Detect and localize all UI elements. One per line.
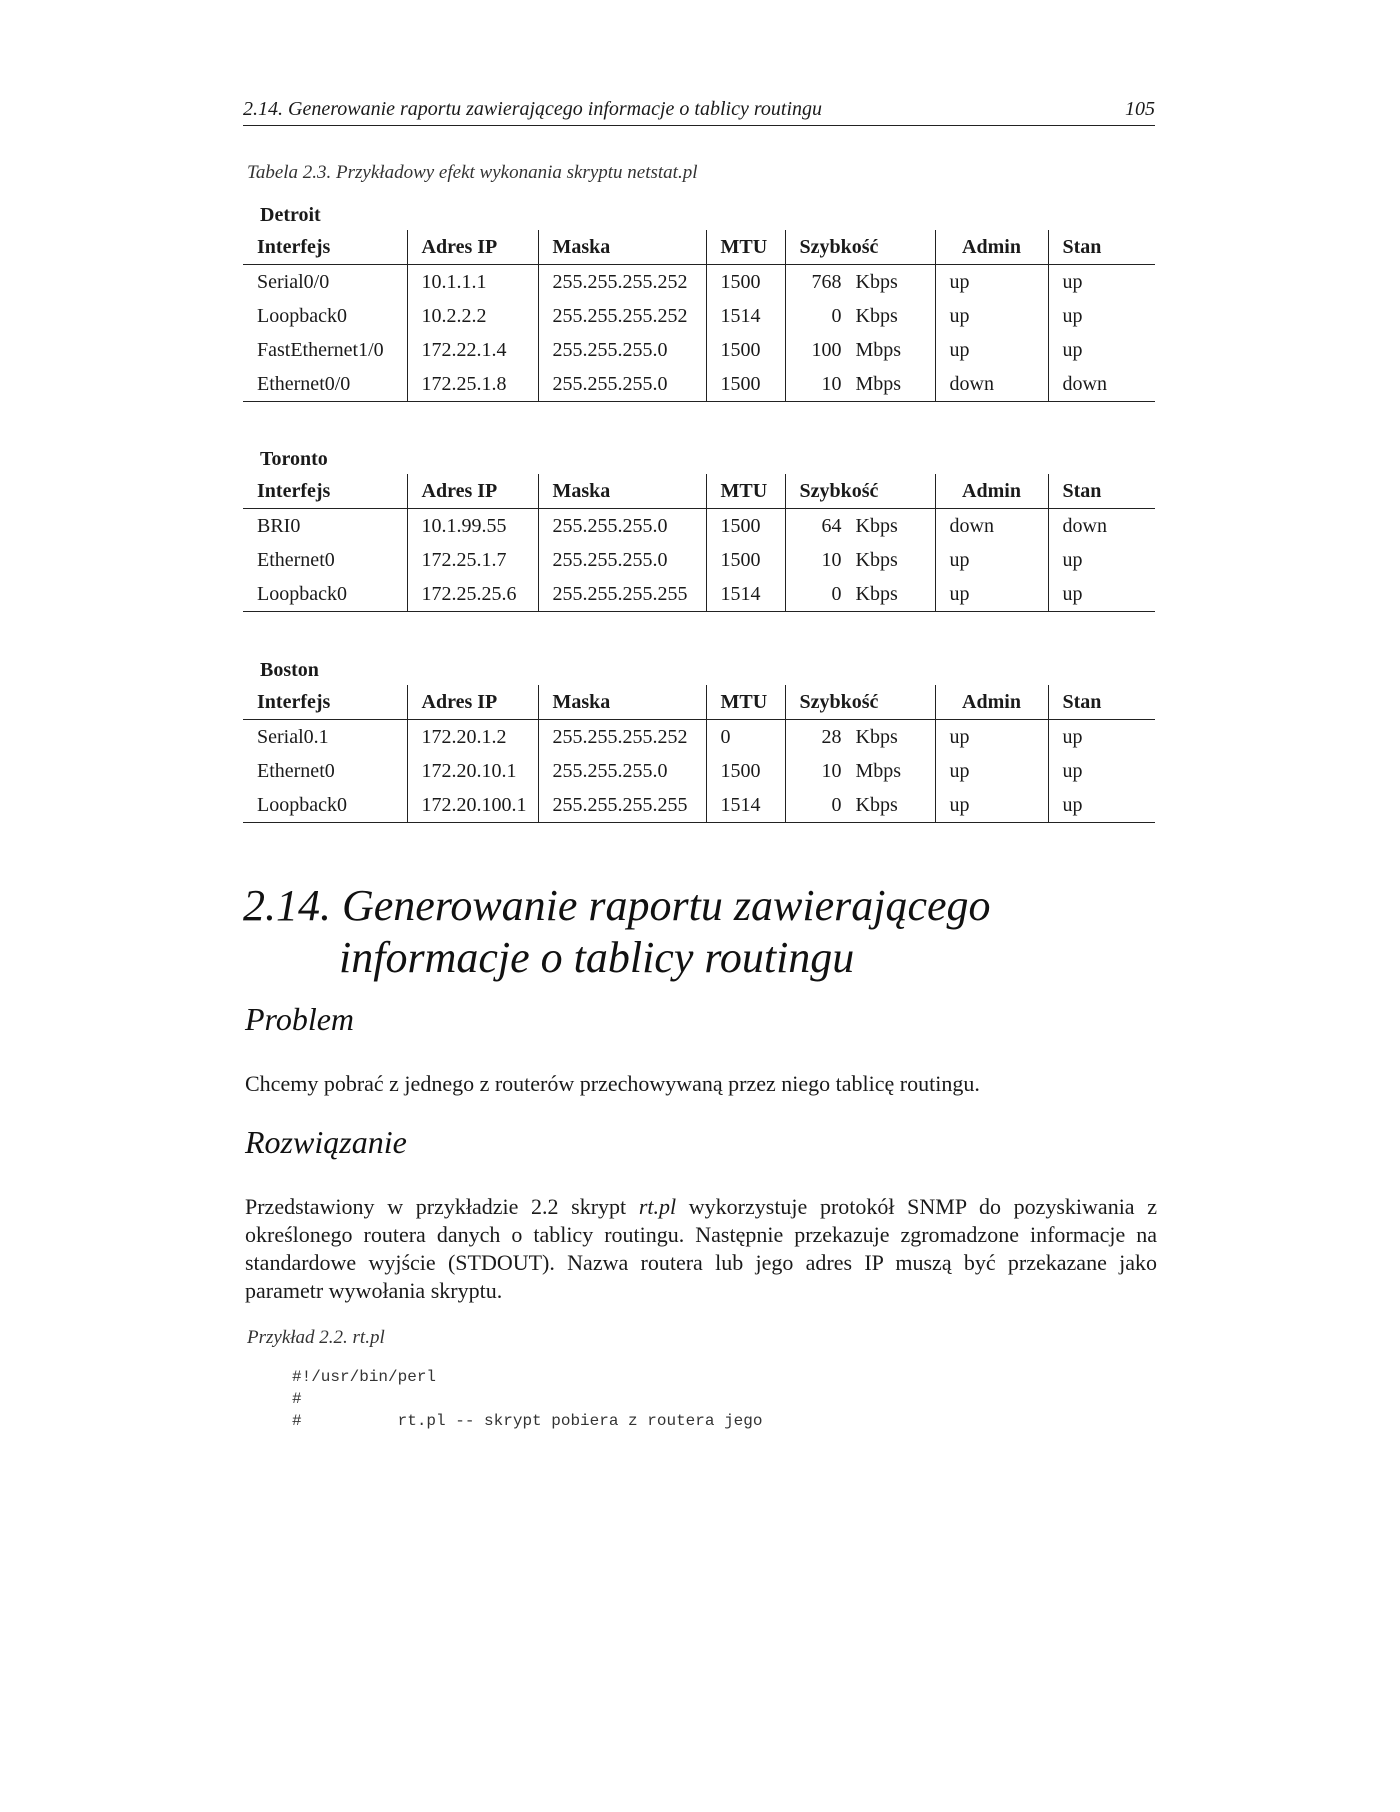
column-header: Admin [935,474,1048,509]
cell-mtu: 1500 [706,265,785,300]
code-line: #!/usr/bin/perl [292,1368,437,1386]
interfaces-table [243,230,1155,402]
column-header: Interfejs [243,685,407,720]
router-name: Boston [260,659,319,681]
column-header: Maska [538,685,706,720]
speed-unit: Mbps [855,759,902,782]
speed-unit: Kbps [855,793,898,816]
column-header: Stan [1048,685,1155,720]
cell-state: down [1048,367,1155,402]
cell-speed [785,720,935,755]
cell-mtu: 0 [706,720,785,755]
cell-admin: up [935,299,1048,333]
cell-ip: 172.25.25.6 [407,577,538,612]
solution-text-b: wykorzystuje protokół SNMP do pozyskiwania z określonego routera danych o tablicy routingu. Następnie przekazuje zgromadzone informacje na standardowe wyjście (STDOUT). Nazwa routera lub jego adres IP muszą być przekazane jako parametr wywołania skryptu. [245,1194,1157,1303]
cell-admin: up [935,577,1048,612]
column-header: MTU [706,474,785,509]
cell-ip: 172.25.1.7 [407,543,538,577]
interfaces-table [243,685,1155,823]
section-title-line1: 2.14. Generowanie raportu zawierającego [243,881,991,930]
speed-unit: Mbps [855,372,902,395]
code-line: # [292,1390,302,1408]
cell-mtu: 1514 [706,299,785,333]
table-row [243,333,1155,367]
cell-admin: up [935,265,1048,300]
cell-ip: 172.20.100.1 [407,788,538,823]
cell-admin: up [935,333,1048,367]
table-row [243,754,1155,788]
code-listing [292,1366,762,1432]
section-title-line2: informacje o tablicy routingu [339,933,855,982]
cell-ip: 172.20.10.1 [407,754,538,788]
table-row [243,788,1155,823]
cell-mask: 255.255.255.255 [538,788,706,823]
cell-mtu: 1500 [706,509,785,544]
speed-value: 10 [821,759,842,782]
speed-unit: Kbps [855,725,898,748]
cell-speed [785,265,935,300]
table-row [243,299,1155,333]
cell-interface: Serial0/0 [257,270,330,293]
table-row [243,509,1155,544]
cell-ip: 10.1.1.1 [407,265,538,300]
cell-admin: up [935,543,1048,577]
cell-mask: 255.255.255.252 [538,265,706,300]
table-caption: Tabela 2.3. Przykładowy efekt wykonania skryptu netstat.pl [247,162,698,183]
cell-admin: up [935,754,1048,788]
table-row [243,577,1155,612]
speed-value: 28 [821,725,842,748]
cell-speed [785,333,935,367]
page-number: 105 [1125,98,1155,120]
cell-ip: 10.2.2.2 [407,299,538,333]
column-header: Szybkość [785,474,935,509]
cell-ip: 10.1.99.55 [407,509,538,544]
router-name: Toronto [260,448,328,470]
speed-value: 10 [821,548,842,571]
table-header-row [243,474,1155,509]
router-block [243,200,1155,402]
column-header: Szybkość [785,230,935,265]
script-name: rt.pl [638,1194,677,1219]
cell-mtu: 1500 [706,543,785,577]
speed-value: 10 [821,372,842,395]
table-header-row [243,685,1155,720]
column-header: Interfejs [243,230,407,265]
table-header-row [243,230,1155,265]
cell-interface: Ethernet0/0 [243,367,407,402]
cell-state: up [1048,265,1155,300]
cell-ip: 172.25.1.8 [407,367,538,402]
cell-interface: Loopback0 [243,577,407,612]
column-header: Admin [935,685,1048,720]
speed-unit: Kbps [855,548,898,571]
speed-value: 0 [831,304,842,327]
cell-mask: 255.255.255.0 [538,367,706,402]
speed-value: 768 [811,270,842,293]
cell-ip: 172.22.1.4 [407,333,538,367]
table-row [243,543,1155,577]
router-block [243,444,1155,612]
cell-admin: down [935,509,1048,544]
problem-text: Chcemy pobrać z jednego z routerów przechowywaną przez niego tablicę routingu. [245,1071,980,1096]
cell-mask: 255.255.255.0 [538,509,706,544]
router-block [243,655,1155,823]
code-line: # rt.pl -- skrypt pobiera z routera jego [292,1412,763,1430]
cell-mtu: 1500 [706,333,785,367]
column-header: MTU [706,685,785,720]
speed-value: 64 [821,514,842,537]
cell-state: up [1048,299,1155,333]
column-header: Adres IP [407,685,538,720]
cell-admin: up [935,720,1048,755]
running-header [243,98,1155,126]
speed-unit: Kbps [855,582,898,605]
section-title [243,880,1143,984]
column-header: Adres IP [407,474,538,509]
running-title: 2.14. Generowanie raportu zawierającego informacje o tablicy routingu [243,98,823,120]
speed-unit: Kbps [855,514,898,537]
router-name: Detroit [260,204,321,226]
speed-unit: Kbps [855,270,898,293]
cell-speed [785,754,935,788]
column-header: Stan [1048,230,1155,265]
column-header: Admin [935,230,1048,265]
interfaces-table [243,474,1155,612]
column-header: Maska [538,230,706,265]
cell-mask: 255.255.255.0 [538,543,706,577]
speed-unit: Kbps [855,304,898,327]
cell-mask: 255.255.255.252 [538,720,706,755]
cell-speed [785,788,935,823]
cell-state: up [1048,543,1155,577]
speed-unit: Mbps [855,338,902,361]
cell-admin: up [935,788,1048,823]
cell-interface: Loopback0 [243,788,407,823]
column-header: Adres IP [407,230,538,265]
cell-admin: down [935,367,1048,402]
cell-mask: 255.255.255.0 [538,333,706,367]
cell-mtu: 1514 [706,788,785,823]
cell-state: up [1048,788,1155,823]
table-row [243,720,1155,755]
cell-ip: 172.20.1.2 [407,720,538,755]
solution-text [245,1193,1157,1305]
cell-state: up [1048,754,1155,788]
solution-text-a: Przedstawiony w przykładzie 2.2 skrypt [245,1194,639,1219]
column-header: Interfejs [243,474,407,509]
cell-interface: Ethernet0 [257,548,335,571]
cell-interface: BRI0 [257,514,301,537]
column-header: MTU [706,230,785,265]
column-header: Stan [1048,474,1155,509]
table-row [243,367,1155,402]
column-header: Maska [538,474,706,509]
cell-state: up [1048,720,1155,755]
table-row [243,265,1155,300]
cell-mask: 255.255.255.0 [538,754,706,788]
cell-mtu: 1514 [706,577,785,612]
cell-mask: 255.255.255.255 [538,577,706,612]
cell-mtu: 1500 [706,754,785,788]
problem-heading: Problem [245,1001,355,1037]
cell-interface: FastEthernet1/0 [257,338,384,361]
cell-interface: Loopback0 [257,304,347,327]
cell-speed [785,543,935,577]
speed-value: 0 [831,582,842,605]
cell-interface: Ethernet0 [257,759,335,782]
cell-interface: Serial0.1 [257,725,329,748]
cell-state: up [1048,333,1155,367]
cell-speed [785,367,935,402]
cell-state: up [1048,577,1155,612]
cell-state: down [1048,509,1155,544]
cell-speed [785,577,935,612]
column-header: Szybkość [785,685,935,720]
solution-heading: Rozwiązanie [245,1124,407,1160]
example-caption: Przykład 2.2. rt.pl [247,1327,385,1348]
cell-speed [785,509,935,544]
cell-mask: 255.255.255.252 [538,299,706,333]
cell-speed [785,299,935,333]
speed-value: 100 [811,338,842,361]
speed-value: 0 [831,793,842,816]
cell-mtu: 1500 [706,367,785,402]
